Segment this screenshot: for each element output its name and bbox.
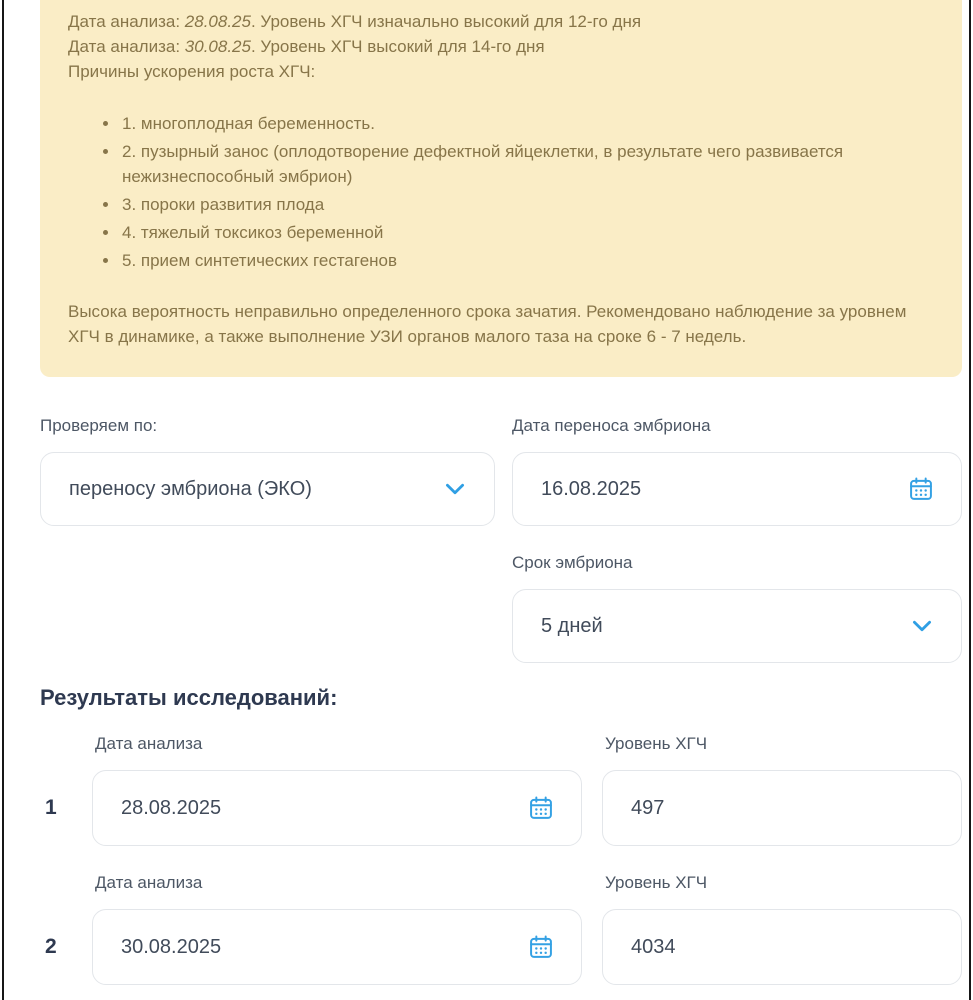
recommendation-text: Высока вероятность неправильно определенного срока зачатия. Рекомендовано наблюдение за уровнем ХГЧ в динамике, а также выполнение УЗИ органов малого таза на сроке 6 - 7 недель.	[68, 302, 907, 346]
calendar-icon[interactable]	[527, 933, 555, 961]
cause-item-5: • 5. прием синтетических гестагенов	[120, 248, 932, 273]
calculator-page	[40, 0, 962, 985]
hcg-level-value-1: 497	[631, 796, 665, 819]
hcg-level-input-2[interactable]	[602, 909, 962, 985]
chevron-down-icon	[909, 613, 935, 639]
hcg-level-value-2: 4034	[631, 935, 676, 958]
result-row-2	[40, 872, 962, 985]
analysis-date-2: 30.08.25	[184, 37, 251, 56]
calendar-icon[interactable]	[527, 794, 555, 822]
hcg-level-label-1: Уровень ХГЧ	[605, 734, 708, 753]
screenshot-frame	[2, 0, 971, 1000]
chevron-down-icon	[442, 476, 468, 502]
embryo-age-label: Срок эмбриона	[512, 553, 633, 572]
transfer-date-label: Дата переноса эмбриона	[512, 416, 711, 435]
analysis-result-alert	[40, 0, 962, 377]
analysis-line-2: Дата анализа: 30.08.25. Уровень ХГЧ высокий для 14-го дня	[68, 37, 545, 56]
embryo-age-select[interactable]	[512, 589, 962, 663]
analysis-date-label-1: Дата анализа	[95, 734, 203, 753]
check-by-value: переносу эмбриона (ЭКО)	[69, 477, 312, 500]
check-by-select[interactable]	[40, 452, 495, 526]
cause-item-4: • 4. тяжелый токсикоз беременной	[120, 220, 932, 245]
cause-item-1: • 1. многоплодная беременность.	[120, 111, 932, 136]
causes-title: Причины ускорения роста ХГЧ:	[68, 62, 316, 81]
calendar-icon[interactable]	[907, 475, 935, 503]
embryo-age-value: 5 дней	[541, 614, 603, 637]
hcg-level-input-1[interactable]	[602, 770, 962, 846]
row-number-1: 1	[45, 796, 57, 819]
analysis-date-input-1[interactable]	[92, 770, 582, 846]
analysis-date-value-1: 28.08.2025	[121, 796, 222, 819]
hcg-causes-list	[68, 111, 932, 273]
cause-item-3: • 3. пороки развития плода	[120, 192, 932, 217]
analysis-date-value-2: 30.08.2025	[121, 935, 222, 958]
check-by-label: Проверяем по:	[40, 416, 158, 435]
analysis-line-1: Дата анализа: 28.08.25. Уровень ХГЧ изначально высокий для 12-го дня	[68, 12, 642, 31]
analysis-date-label-2: Дата анализа	[95, 873, 203, 892]
results-heading: Результаты исследований:	[40, 685, 338, 710]
row-number-2: 2	[45, 935, 57, 958]
analysis-date-1: 28.08.25	[184, 12, 251, 31]
analysis-date-input-2[interactable]	[92, 909, 582, 985]
result-row-1	[40, 733, 962, 846]
transfer-date-input[interactable]	[512, 452, 962, 526]
cause-item-2: • 2. пузырный занос (оплодотворение дефектной яйцеклетки, в результате чего развивается нежизнеспособный эмбрион)	[120, 139, 932, 189]
transfer-date-value: 16.08.2025	[541, 477, 642, 500]
hcg-level-label-2: Уровень ХГЧ	[605, 873, 708, 892]
calculator-form	[40, 415, 962, 663]
